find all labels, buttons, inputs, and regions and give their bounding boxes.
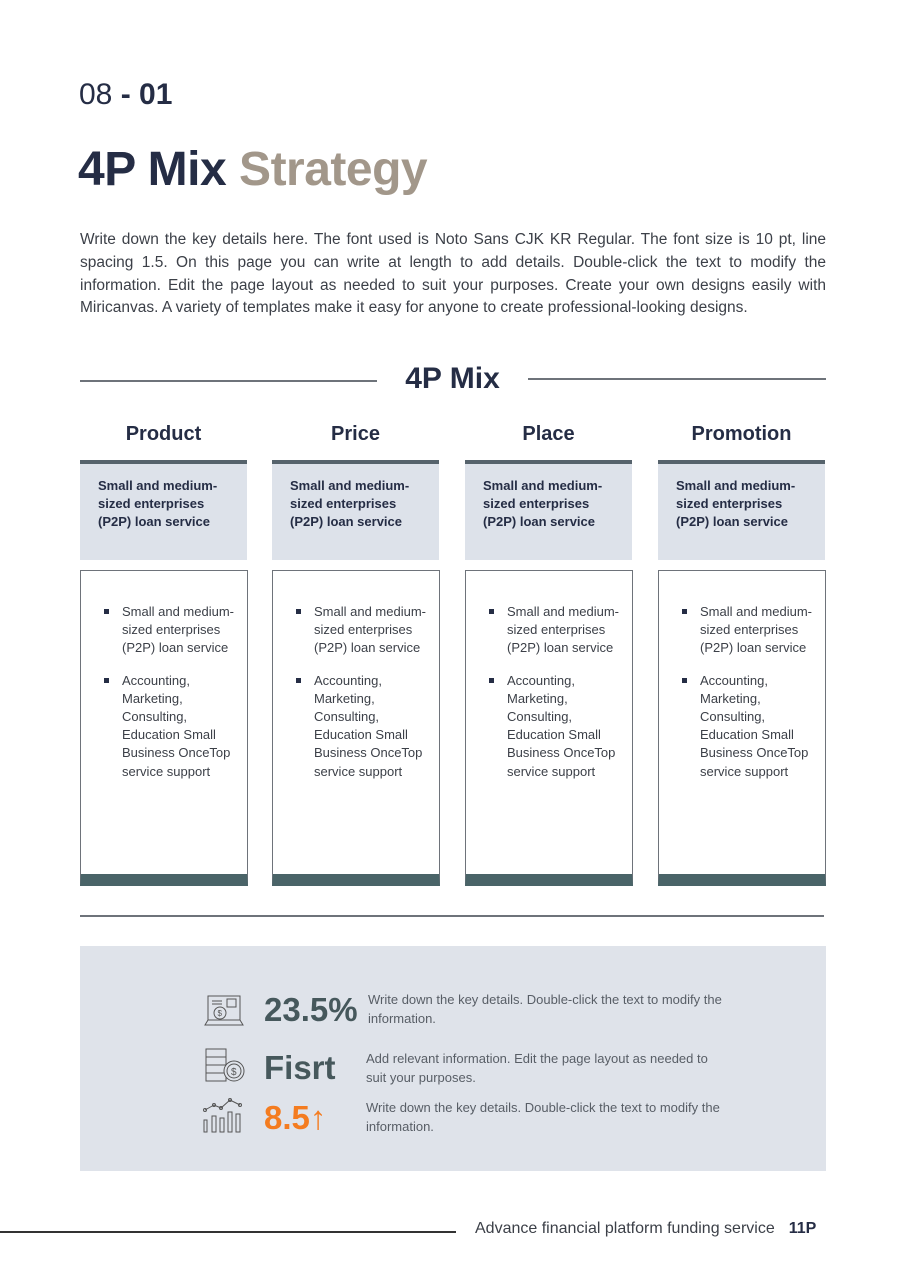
column-title-promotion: Promotion bbox=[691, 423, 792, 445]
list-item: Small and medium-sized enterprises (P2P) loan service bbox=[103, 603, 237, 658]
detail-box bbox=[272, 570, 440, 886]
growth-chart-icon bbox=[202, 1097, 246, 1133]
page-title: 4P Mix Strategy bbox=[78, 143, 428, 196]
laptop-money-icon bbox=[204, 994, 244, 1026]
detail-box bbox=[658, 570, 826, 886]
stat-text-2: Add relevant information. Edit the page layout as needed to suit your purposes. bbox=[366, 1051, 708, 1085]
stat-value-1: 23.5% bbox=[264, 991, 358, 1028]
list-item: Accounting, Marketing, Consulting, Education Small Business OnceTop service support bbox=[488, 672, 622, 781]
stat-text-1: Write down the key details. Double-click the text to modify the information. bbox=[368, 992, 722, 1026]
column-title-place: Place bbox=[522, 423, 575, 445]
stat-value-3: 8.5↑ bbox=[264, 1099, 327, 1136]
coins-stack-icon bbox=[204, 1047, 246, 1083]
detail-box bbox=[80, 570, 248, 886]
footer: Advance financial platform funding service 11P bbox=[475, 1220, 817, 1237]
stat-value-2: Fisrt bbox=[264, 1049, 336, 1086]
summary-box: Small and medium-sized enterprises (P2P) loan service bbox=[272, 460, 439, 560]
column-title-price: Price bbox=[331, 423, 380, 445]
list-item: Accounting, Marketing, Consulting, Education Small Business OnceTop service support bbox=[295, 672, 429, 781]
summary-box: Small and medium-sized enterprises (P2P) loan service bbox=[465, 460, 632, 560]
list-item: Small and medium-sized enterprises (P2P) loan service bbox=[488, 603, 622, 658]
detail-box bbox=[465, 570, 633, 886]
svg-text:$: $ bbox=[217, 1009, 222, 1018]
summary-box: Small and medium-sized enterprises (P2P) loan service bbox=[658, 460, 825, 560]
footer-line bbox=[0, 1231, 456, 1233]
list-item: Small and medium-sized enterprises (P2P) loan service bbox=[681, 603, 815, 658]
divider bbox=[80, 915, 824, 917]
stats-panel bbox=[80, 946, 826, 1171]
mix-title: 4P Mix bbox=[405, 362, 500, 395]
svg-text:$: $ bbox=[231, 1067, 237, 1078]
list-item: Accounting, Marketing, Consulting, Education Small Business OnceTop service support bbox=[681, 672, 815, 781]
list-item: Small and medium-sized enterprises (P2P) loan service bbox=[295, 603, 429, 658]
summary-box: Small and medium-sized enterprises (P2P) loan service bbox=[80, 460, 247, 560]
intro-paragraph: Write down the key details here. The font used is Noto Sans CJK KR Regular. The font size is 10 pt, line spacing 1.5. On this page you can write at length to add details. Double-click the text to modify the information. Edit the page layout as needed to suit your purposes. Create your own designs easily with Miricanvas. A variety of templates make it easy for anyone to create professional-looking designs. bbox=[80, 231, 826, 317]
stat-text-3: Write down the key details. Double-click the text to modify the information. bbox=[366, 1100, 720, 1134]
list-item: Accounting, Marketing, Consulting, Education Small Business OnceTop service support bbox=[103, 672, 237, 781]
section-number: 08 - 01 bbox=[79, 78, 173, 111]
column-title-product: Product bbox=[125, 423, 202, 445]
